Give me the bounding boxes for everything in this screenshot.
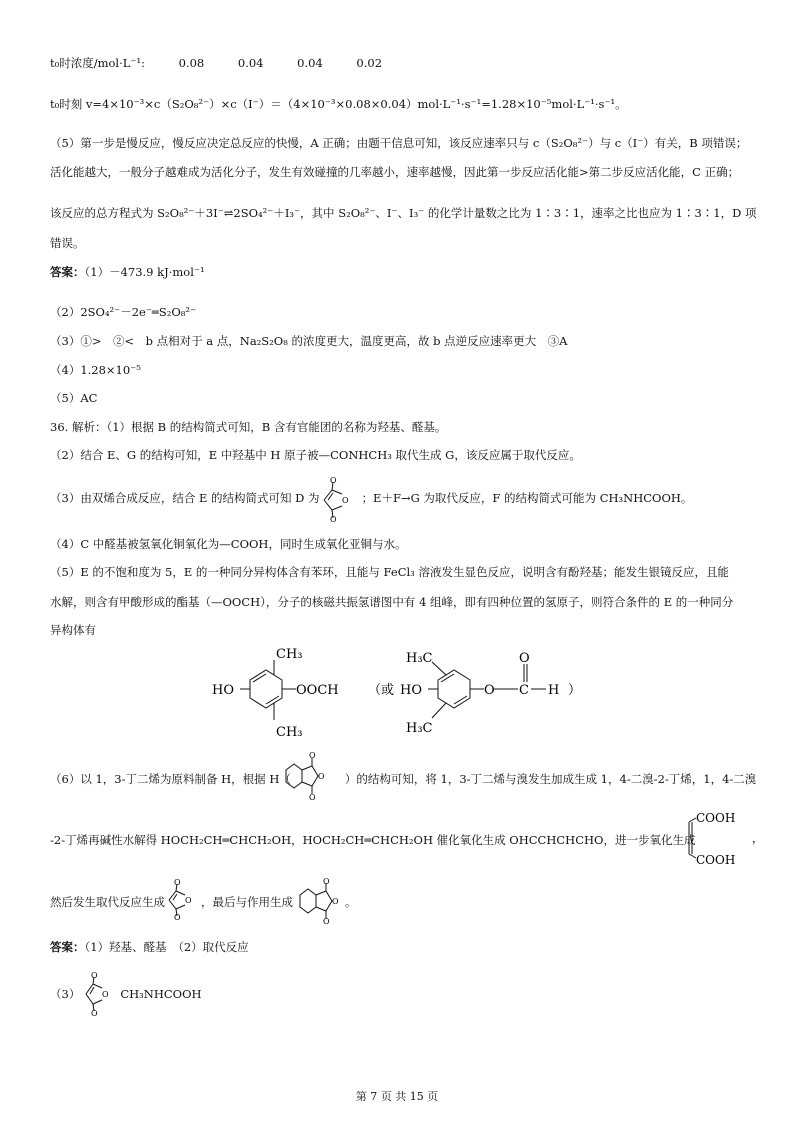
isomer2-carbonyl-o: O	[519, 651, 530, 666]
cooh-bottom: COOH	[696, 853, 736, 867]
isomer1-ch3-bottom: CH₃	[276, 725, 303, 740]
anhydride2-o-top: O	[174, 878, 181, 887]
anhydride3-o-ring: O	[102, 990, 109, 999]
anhydride3-o-top: O	[91, 971, 98, 980]
q36-6-text-g: 作用生成	[247, 895, 293, 909]
maleic-anhydride-structure	[316, 478, 358, 522]
h-structure-2	[296, 878, 348, 924]
answer-1-text: （1）－473.9 kJ·mol⁻¹	[84, 265, 205, 279]
isomer2-ho: HO	[400, 683, 422, 698]
q36-6-text-b: ）的结构可知，将 1，3-丁二烯与溴发生加成生成 1，4-二溴-2-丁烯，1，4-二溴	[344, 772, 757, 786]
analysis-5-line3: 该反应的总方程式为 S₂O₈²⁻＋3I⁻⇌2SO₄²⁻＋I₃⁻，其中 S₂O₈²⁻、I⁻、I₃⁻ 的化学计量数之比为 1∶3∶1，速率之比也应为 1∶3∶1，D 项	[50, 206, 757, 220]
conc-val-3: 0.04	[297, 56, 323, 70]
h2-o-bottom: O	[323, 917, 330, 926]
isomer2-c: C	[519, 683, 529, 698]
q36-line7: 异构体有	[50, 623, 96, 637]
q36-6-text-f: ，最后与	[201, 895, 247, 909]
concentration-line	[50, 55, 382, 71]
isomer2-h3c-bottom: H₃C	[406, 721, 433, 736]
q36-6-line2: -2-丁烯再碱性水解得 HOCH₂CH═CHCH₂OH，HOCH₂CH═CHCH₂OH 催化氧化生成 OHCCHCHCHO，进一步氧化生成	[50, 833, 696, 847]
isomer1-ho: HO	[212, 683, 234, 698]
answer-36-line1	[50, 939, 249, 955]
q36-line5: （5）E 的不饱和度为 5，E 的一种同分异构体含有苯环，且能与 FeCl₃ 溶液发生显色反应，说明含有酚羟基；能发生银镜反应，且能	[50, 565, 729, 579]
anhydride2-o-bottom: O	[174, 913, 181, 922]
answer-36-label: 答案：	[50, 940, 85, 954]
answer-36-3-label: （3）	[50, 987, 81, 1001]
conc-val-2: 0.04	[237, 56, 264, 70]
h-o-top: O	[309, 751, 316, 760]
conc-val-4: 0.02	[356, 56, 383, 70]
cooh-top: COOH	[696, 811, 736, 825]
q36-line3	[50, 490, 692, 506]
anhydride-o-ring: O	[342, 496, 349, 505]
anhydride3-o-bottom: O	[91, 1009, 98, 1018]
analysis-5-line2: 活化能越大，一般分子越难成为活化分子，发生有效碰撞的几率越小，速率越慢，因此第一步反应活化能>第二步反应活化能，C 正确；	[50, 165, 740, 179]
isomer-structures	[200, 640, 600, 740]
comma-after-acid: ，	[752, 832, 763, 845]
isomer2-o: O	[484, 683, 495, 698]
conc-val-1: 0.08	[178, 56, 205, 70]
isomer-close-paren: ）	[568, 683, 582, 698]
answer-36-3-text: CH₃NHCOOH	[120, 987, 202, 1001]
q36-6-text-a: （6）以 1，3-丁二烯为原料制备 H，根据 H（	[50, 772, 291, 786]
page-footer: 第 7 页 共 15 页	[355, 1090, 439, 1103]
analysis-5-line1: （5）第一步是慢反应，慢反应决定总反应的快慢，A 正确；由题干信息可知，该反应速率只与 c（S₂O₈²⁻）与 c（I⁻）有关，B 项错误；	[50, 136, 748, 150]
answer-label: 答案：	[50, 265, 85, 279]
isomer2-h: H	[548, 683, 560, 698]
h2-o-ring: O	[332, 897, 339, 906]
q36-line6: 水解，则含有甲酸形成的酯基（—OOCH），分子的核磁共振氢谱图中有 4 组峰，即有四种位置的氢原子，则符合条件的 E 的一种同分	[50, 595, 734, 609]
answer-36-line3	[50, 986, 202, 1002]
analysis-5-line4: 错误。	[50, 236, 85, 250]
maleic-anhydride-structure-3	[80, 972, 116, 1016]
maleic-acid-structure	[686, 810, 766, 866]
answer-4: （4）1.28×10⁻⁵	[50, 363, 141, 377]
maleic-anhydride-structure-2	[163, 880, 199, 920]
q36-3-text-b: ；E＋F→G 为取代反应，F 的结构简式可能为 CH₃NHCOOH。	[361, 491, 693, 505]
q36-line2: （2）结合 E、G 的结构可知，E 中羟基中 H 原子被—CONHCH₃ 取代生成 G，该反应属于取代反应。	[50, 448, 581, 462]
rate-line: t₀时刻 v=4×10⁻³×c（S₂O₈²⁻）×c（I⁻）＝（4×10⁻³×0.08×0.04）mol·L⁻¹·s⁻¹=1.28×10⁻⁵mol·L⁻¹·s⁻¹。	[50, 97, 627, 111]
q36-6-text-e: 然后发生取代反应生成	[50, 895, 165, 909]
q36-6-line1	[50, 771, 756, 787]
or-label: （或	[368, 683, 395, 698]
h-structure	[282, 752, 334, 800]
isomer2-h3c-top: H₃C	[406, 651, 433, 666]
answer-5: （5）AC	[50, 391, 98, 405]
h-o-ring: O	[318, 772, 325, 781]
h-o-bottom: O	[309, 793, 316, 802]
isomer1-oocch: OOCH	[296, 683, 339, 698]
answer-36-text: （1）羟基、醛基 （2）取代反应	[84, 940, 249, 954]
q36-6-text-h: 。	[345, 895, 357, 909]
q36-line1: 36. 解析：（1）根据 B 的结构简式可知，B 含有官能团的名称为羟基、醛基。	[50, 420, 447, 434]
answer-3: （3）①> ②< b 点相对于 a 点，Na₂S₂O₈ 的浓度更大，温度更高，故 b 点逆反应速率更大 ③A	[50, 334, 568, 348]
concentration-label: t₀时浓度/mol·L⁻¹:	[50, 56, 145, 70]
h2-o-top: O	[323, 877, 330, 886]
answer-1	[50, 264, 205, 280]
anhydride2-o-ring: O	[185, 896, 192, 905]
answer-2: （2）2SO₄²⁻－2e⁻═S₂O₈²⁻	[50, 305, 197, 319]
isomer1-ch3-top: CH₃	[276, 647, 303, 662]
anhydride-o-bottom: O	[330, 515, 337, 524]
q36-3-text-a: （3）由双烯合成反应，结合 E 的结构简式可知 D 为	[50, 491, 320, 505]
anhydride-o-top: O	[330, 476, 337, 485]
q36-line4: （4）C 中醛基被氢氧化铜氧化为—COOH，同时生成氧化亚铜与水。	[50, 537, 407, 551]
